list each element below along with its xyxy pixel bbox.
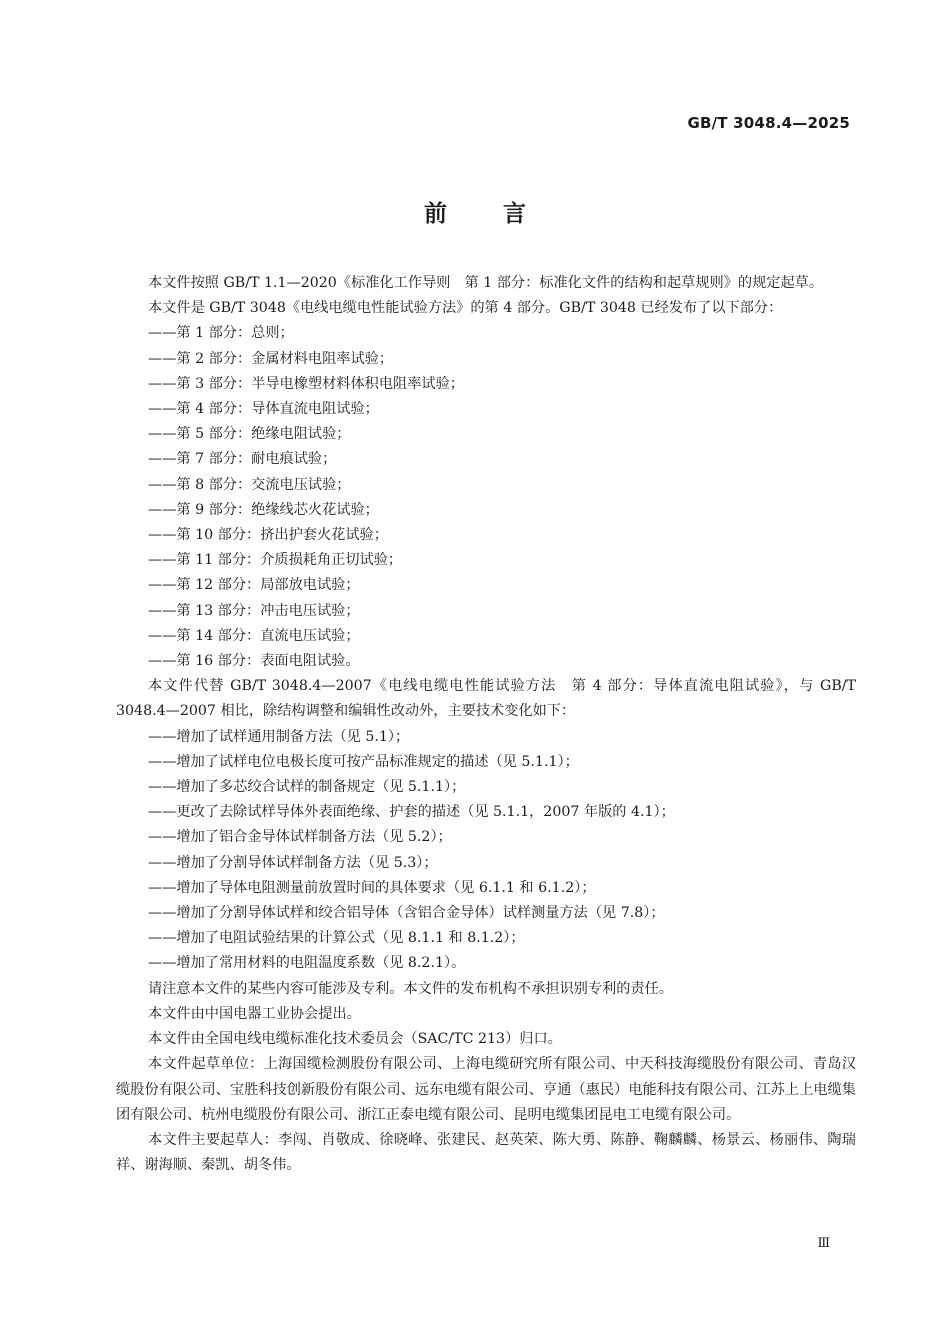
list-item: ——增加了分割导体试样制备方法（见 5.3）； [148, 854, 438, 871]
list-item: ——第 8 部分：交流电压试验； [148, 476, 351, 493]
list-item: ——第 14 部分：直流电压试验； [148, 627, 360, 644]
standard-code: GB/T 3048.4—2025 [687, 114, 850, 132]
list-item: ——增加了试样通用制备方法（见 5.1）； [148, 728, 410, 745]
list-item: ——第 5 部分：绝缘电阻试验； [148, 426, 351, 443]
list-item: ——增加了铝合金导体试样制备方法（见 5.2）； [148, 829, 452, 846]
list-item: ——更改了去除试样导体外表面绝缘、护套的描述（见 5.1.1，2007 年版的 4.1）； [148, 804, 675, 821]
intro-paragraph-1: 本文件按照 GB/T 1.1—2020《标准化工作导则 第 1 部分：标准化文件的结构和起草规则》的规定起草。 [148, 275, 824, 291]
list-item: ——第 13 部分：冲击电压试验； [148, 602, 360, 619]
page-number: Ⅲ [817, 1236, 830, 1251]
list-item: ——增加了导体电阻测量前放置时间的具体要求（见 6.1.1 和 6.1.2）； [148, 879, 596, 896]
committee-paragraph: 本文件由全国电线电缆标准化技术委员会（SAC/TC 213）归口。 [148, 1031, 562, 1048]
list-item: ——增加了试样电位电极长度可按产品标准规定的描述（见 5.1.1）； [148, 753, 579, 770]
changes-list [116, 725, 856, 977]
parts-list [116, 321, 856, 674]
drafters-paragraph: 本文件主要起草人：李闯、肖敬成、徐晓峰、张建民、赵英荣、陈大勇、陈静、鞠麟麟、杨景云、杨丽伟、陶瑞祥、谢海顺、秦凯、胡冬伟。 [116, 1131, 856, 1174]
list-item: ——第 10 部分：挤出护套火花试验； [148, 527, 388, 544]
list-item: ——第 4 部分：导体直流电阻试验； [148, 401, 379, 418]
list-item: ——增加了分割导体试样和绞合铝导体（含铝合金导体）试样测量方法（见 7.8）； [148, 905, 665, 922]
list-item: ——第 1 部分：总则； [148, 325, 294, 342]
list-item: ——第 7 部分：耐电痕试验； [148, 451, 337, 468]
drafting-units-paragraph: 本文件起草单位：上海国缆检测股份有限公司、上海电缆研究所有限公司、中天科技海缆股份有限公司、青岛汉缆股份有限公司、宝胜科技创新股份有限公司、远东电缆有限公司、亨通（惠民）电能科技有限公司、江苏上上电缆集团有限公司、杭州电缆股份有限公司、浙江正泰电缆有限公司、昆明电缆集团昆电工电缆有限公司。 [116, 1056, 856, 1123]
intro-paragraph-2: 本文件是 GB/T 3048《电线电缆电性能试验方法》的第 4 部分。GB/T 3048 已经发布了以下部分： [148, 300, 783, 317]
list-item: ——增加了常用材料的电阻温度系数（见 8.2.1）。 [148, 955, 466, 972]
patent-note: 请注意本文件的某些内容可能涉及专利。本文件的发布机构不承担识别专利的责任。 [148, 980, 673, 997]
list-item: ——第 2 部分：金属材料电阻率试验； [148, 350, 394, 367]
foreword-body [116, 271, 856, 1178]
list-item: ——增加了电阻试验结果的计算公式（见 8.1.1 和 8.1.2）； [148, 930, 525, 947]
list-item: ——第 3 部分：半导电橡塑材料体积电阻率试验； [148, 375, 464, 392]
proposer-paragraph: 本文件由中国电器工业协会提出。 [148, 1005, 361, 1022]
replace-paragraph: 本文件代替 GB/T 3048.4—2007《电线电缆电性能试验方法 第 4 部分：导体直流电阻试验》，与 GB/T 3048.4—2007 相比，除结构调整和编辑性改动外，主要技术变化如下： [116, 678, 856, 720]
list-item: ——增加了多芯绞合试样的制备规定（见 5.1.1）； [148, 779, 466, 796]
list-item: ——第 11 部分：介质损耗角正切试验； [148, 552, 403, 569]
list-item: ——第 9 部分：绝缘线芯火花试验； [148, 501, 379, 518]
page-title: 前言 [424, 201, 582, 227]
list-item: ——第 16 部分：表面电阻试验。 [148, 653, 360, 670]
list-item: ——第 12 部分：局部放电试验； [148, 577, 360, 594]
